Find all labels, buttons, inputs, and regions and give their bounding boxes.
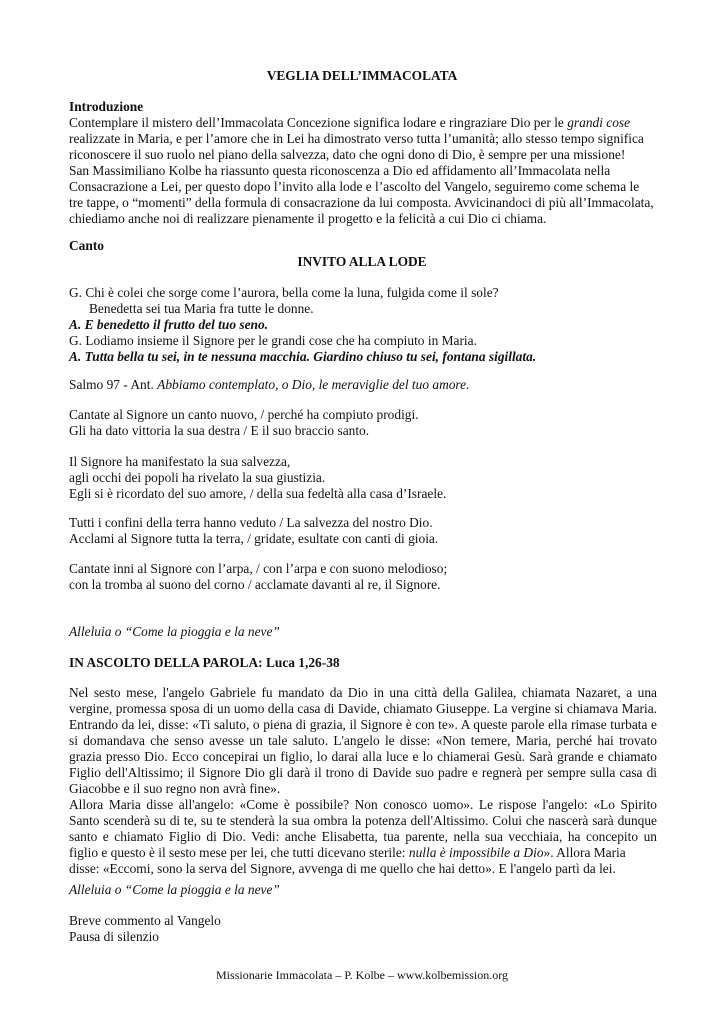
salmo-verse: Cantate inni al Signore con l’arpa, / con l’arpa e con suono melodioso; bbox=[69, 561, 448, 576]
salmo-verse: Gli ha dato vittoria la sua destra / E il suo braccio santo. bbox=[69, 423, 370, 438]
gospel-line: Giacobbe e il suo regno non avrà fine». bbox=[69, 781, 281, 796]
page-footer: Missionarie Immacolata – P. Kolbe – www.kolbemission.org bbox=[216, 968, 508, 982]
gospel-line: Santo scenderà su di te, su te stenderà la sua ombra la potenza dell'Altissimo. Colui che nascerà sarà dunque bbox=[69, 813, 657, 828]
invito-line: G. Lodiamo insieme il Signore per le grandi cose che ha compiuto in Maria. bbox=[69, 333, 477, 348]
commento-line: Breve commento al Vangelo bbox=[69, 913, 221, 928]
gospel-line: Allora Maria disse all'angelo: «Come è possibile? Non conosco uomo». Le rispose l'angelo: «Lo Spirito bbox=[69, 797, 657, 812]
salmo-antifona: Salmo 97 - Ant. Abbiamo contemplato, o Dio, le meraviglie del tuo amore. bbox=[69, 377, 470, 392]
gospel-line: disse: «Eccomi, sono la serva del Signore, avvenga di me quello che hai detto». E l'angelo partì da lei. bbox=[69, 861, 616, 876]
salmo-verse: agli occhi dei popoli ha rivelato la sua giustizia. bbox=[69, 470, 326, 485]
gospel-line: Figlio dell'Altissimo; il Signore Dio gli darà il trono di Davide suo padre e regnerà per sempre sulla casa di bbox=[69, 765, 657, 780]
gospel-line: Nel sesto mese, l'angelo Gabriele fu mandato da Dio in una città della Galilea, chiamata Nazaret, a una bbox=[69, 685, 657, 700]
gospel-line: si domandava che senso avesse un tale saluto. L'angelo le disse: «Non temere, Maria, perché hai trovato bbox=[69, 733, 657, 748]
invito-line: Benedetta sei tua Maria fra tutte le donne. bbox=[89, 301, 314, 316]
ascolto-heading: IN ASCOLTO DELLA PAROLA: Luca 1,26-38 bbox=[69, 655, 340, 670]
closing-section bbox=[69, 913, 657, 945]
alleluia-line-2: Alleluia o “Come la pioggia e la neve” bbox=[69, 882, 280, 897]
intro-line: Consacrazione a Lei, per questo dopo l’invito alla lode e l’ascolto del Vangelo, seguiremo come schema le bbox=[69, 179, 640, 194]
salmo-verse: Egli si è ricordato del suo amore, / della sua fedeltà alla casa d’Israele. bbox=[69, 486, 447, 501]
intro-line: realizzate in Maria, e per l’amore che in Lei ha dimostrato verso tutta l’umanità; allo stesso tempo significa bbox=[69, 131, 644, 146]
intro-line: Contemplare il mistero dell’Immacolata Concezione significa lodare e ringraziare Dio per le grandi cose bbox=[69, 115, 631, 130]
gospel-line: vergine, promessa sposa di un uomo della casa di Davide, chiamato Giuseppe. La vergine si chiamava Maria. bbox=[69, 701, 657, 716]
alleluia-line: Alleluia o “Come la pioggia e la neve” bbox=[69, 624, 280, 639]
salmo-stanza bbox=[69, 407, 657, 439]
intro-line: chiediamo anche noi di realizzare pienamente il progetto e la felicità a cui Dio ci chiama. bbox=[69, 211, 547, 226]
intro-section bbox=[69, 99, 657, 227]
invito-heading: INVITO ALLA LODE bbox=[297, 254, 427, 269]
invito-section bbox=[69, 285, 657, 365]
invito-response: A. Tutta bella tu sei, in te nessuna macchia. Giardino chiuso tu sei, fontana sigillata. bbox=[69, 349, 537, 364]
gospel-line: figlio e questo è il sesto mese per lei, che tutti dicevano sterile: nulla è impossibile a Dio». Allora Maria bbox=[69, 845, 626, 860]
invito-line: G. Chi è colei che sorge come l’aurora, bella come la luna, fulgida come il sole? bbox=[69, 285, 499, 300]
salmo-stanza bbox=[69, 561, 657, 593]
pausa-line: Pausa di silenzio bbox=[69, 929, 160, 944]
intro-line: tre tappe, o “momenti” della formula di consacrazione da lui composta. Avvicinandoci di più all’Immacolata, bbox=[69, 195, 654, 210]
intro-heading: Introduzione bbox=[69, 99, 144, 114]
gospel-line: Entrando da lei, disse: «Ti saluto, o piena di grazia, il Signore è con te». A queste parole ella rimase turbata e bbox=[69, 717, 657, 732]
salmo-verse: con la tromba al suono del corno / acclamate davanti al re, il Signore. bbox=[69, 577, 441, 592]
salmo-verse: Cantate al Signore un canto nuovo, / perché ha compiuto prodigi. bbox=[69, 407, 419, 422]
gospel-text bbox=[69, 685, 657, 877]
intro-line: San Massimiliano Kolbe ha riassunto questa riconoscenza a Dio ed affidamento all’Immacolata nella bbox=[69, 163, 611, 178]
intro-line: riconoscere il suo ruolo nel piano della salvezza, dato che ogni dono di Dio, è sempre per una missione! bbox=[69, 147, 626, 162]
salmo-verse: Acclami al Signore tutta la terra, / gridate, esultate con canti di gioia. bbox=[69, 531, 439, 546]
salmo-verse: Il Signore ha manifestato la sua salvezza, bbox=[69, 454, 291, 469]
salmo-stanza bbox=[69, 454, 657, 502]
invito-response: A. E benedetto il frutto del tuo seno. bbox=[69, 317, 269, 332]
salmo-verse: Tutti i confini della terra hanno veduto / La salvezza del nostro Dio. bbox=[69, 515, 433, 530]
gospel-line: grazia presso Dio. Ecco concepirai un figlio, lo darai alla luce e lo chiamerai Gesù. Sarà grande e chiamato bbox=[69, 749, 657, 764]
salmo-stanza bbox=[69, 515, 657, 547]
page-title: VEGLIA DELL’IMMACOLATA bbox=[266, 68, 458, 83]
canto-heading: Canto bbox=[69, 238, 104, 253]
gospel-line: santo e chiamato Figlio di Dio. Vedi: anche Elisabetta, tua parente, nella sua vecchiaia, ha concepito un bbox=[69, 829, 657, 844]
